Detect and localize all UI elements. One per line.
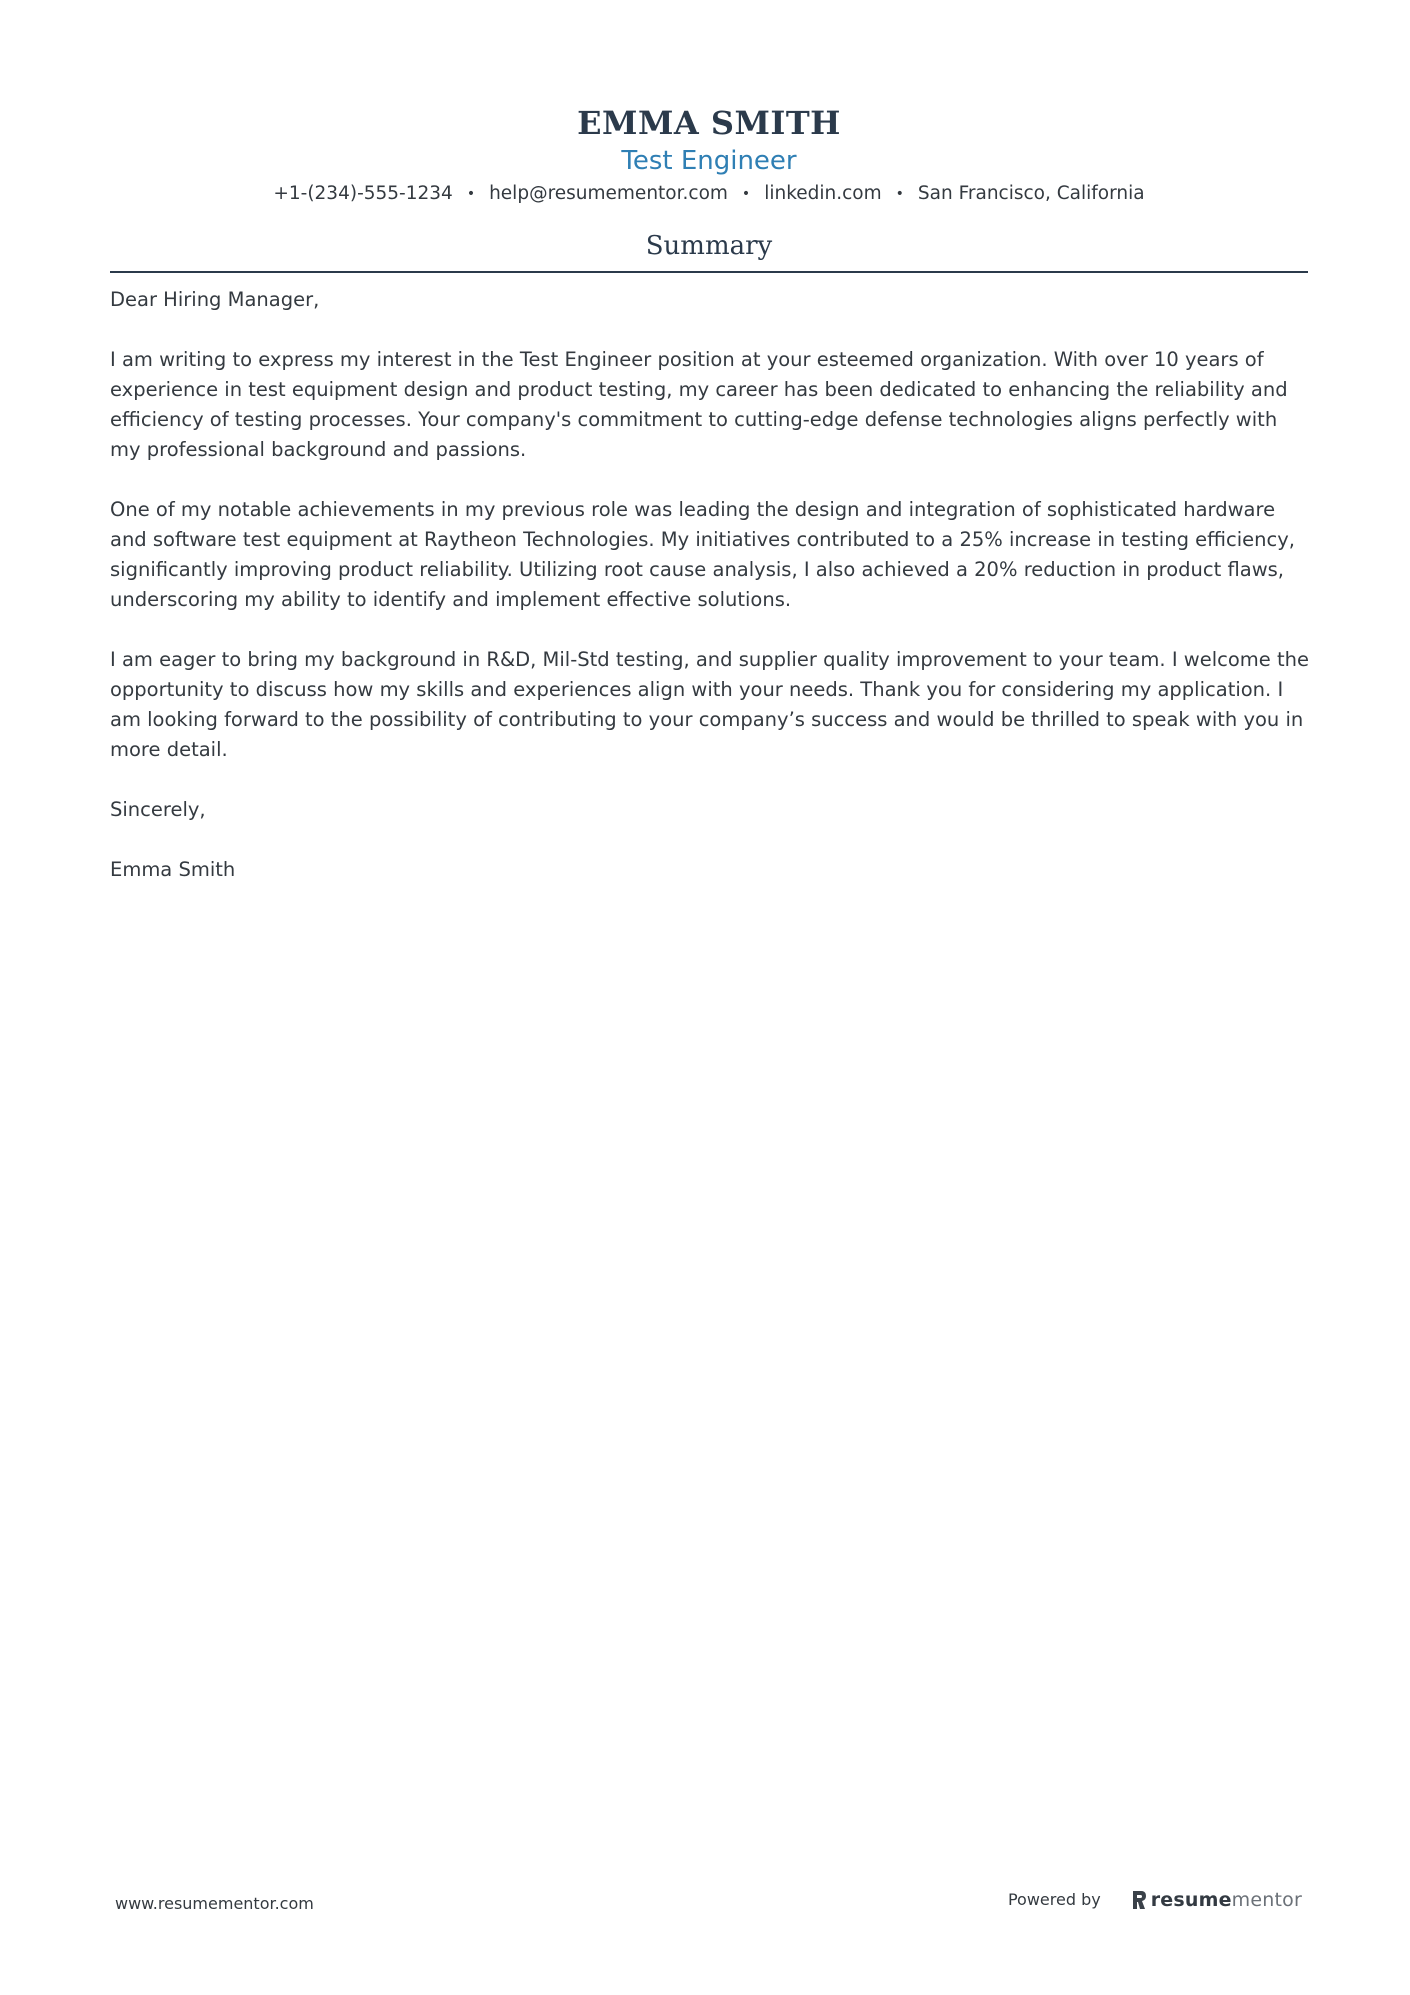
contact-line: [110, 180, 1308, 208]
separator-dot: •: [466, 186, 476, 202]
email[interactable]: help@resumementor.com: [489, 183, 728, 204]
footer-website[interactable]: www.resumementor.com: [115, 1894, 314, 1913]
logo-text-light: mentor: [1231, 1889, 1302, 1911]
resumementor-logo-icon: [1131, 1890, 1147, 1910]
resumementor-logo[interactable]: [1131, 1888, 1302, 1912]
closing: Sincerely,: [110, 798, 206, 821]
separator-dot: •: [741, 186, 751, 202]
header: [110, 100, 1308, 208]
location: San Francisco, California: [917, 183, 1145, 204]
paragraph-1: I am writing to express my interest in the Test Engineer position at your esteemed organization. With over 10 years of experience in test equipment design and product testing, my career has been dedicated to enhancing the reliability and efficiency of testing processes. Your company's commitment to cutting-edge defense technologies aligns perfectly with my professional background and passions.: [110, 348, 1288, 461]
paragraph-3: I am eager to bring my background in R&D, Mil-Std testing, and supplier quality improvement to your team. I welcome the opportunity to discuss how my skills and experiences align with your needs. Thank you for considering my application. I am looking forward to the possibility of contributing to your company’s success and would be thrilled to speak with you in more detail.: [110, 648, 1309, 761]
paragraph-2: One of my notable achievements in my previous role was leading the design and integration of sophisticated hardware and software test equipment at Raytheon Technologies. My initiatives contributed to a 25% increase in testing efficiency, significantly improving product reliability. Utilizing root cause analysis, I also achieved a 20% reduction in product flaws, underscoring my ability to identify and implement effective solutions.: [110, 498, 1295, 611]
section-divider: [110, 271, 1308, 273]
candidate-name: EMMA SMITH: [577, 104, 841, 142]
linkedin[interactable]: linkedin.com: [764, 183, 882, 204]
footer-branding: [1008, 1888, 1302, 1912]
job-title: Test Engineer: [621, 146, 797, 176]
section-title: Summary: [645, 231, 773, 261]
signature: Emma Smith: [110, 858, 236, 881]
greeting: Dear Hiring Manager,: [110, 288, 320, 311]
logo-text-bold: resume: [1150, 1889, 1232, 1911]
phone: +1-(234)-555-1234: [273, 183, 453, 204]
letter-body: [110, 285, 1310, 915]
separator-dot: •: [895, 186, 904, 202]
powered-by-label: Powered by: [1007, 1890, 1101, 1909]
